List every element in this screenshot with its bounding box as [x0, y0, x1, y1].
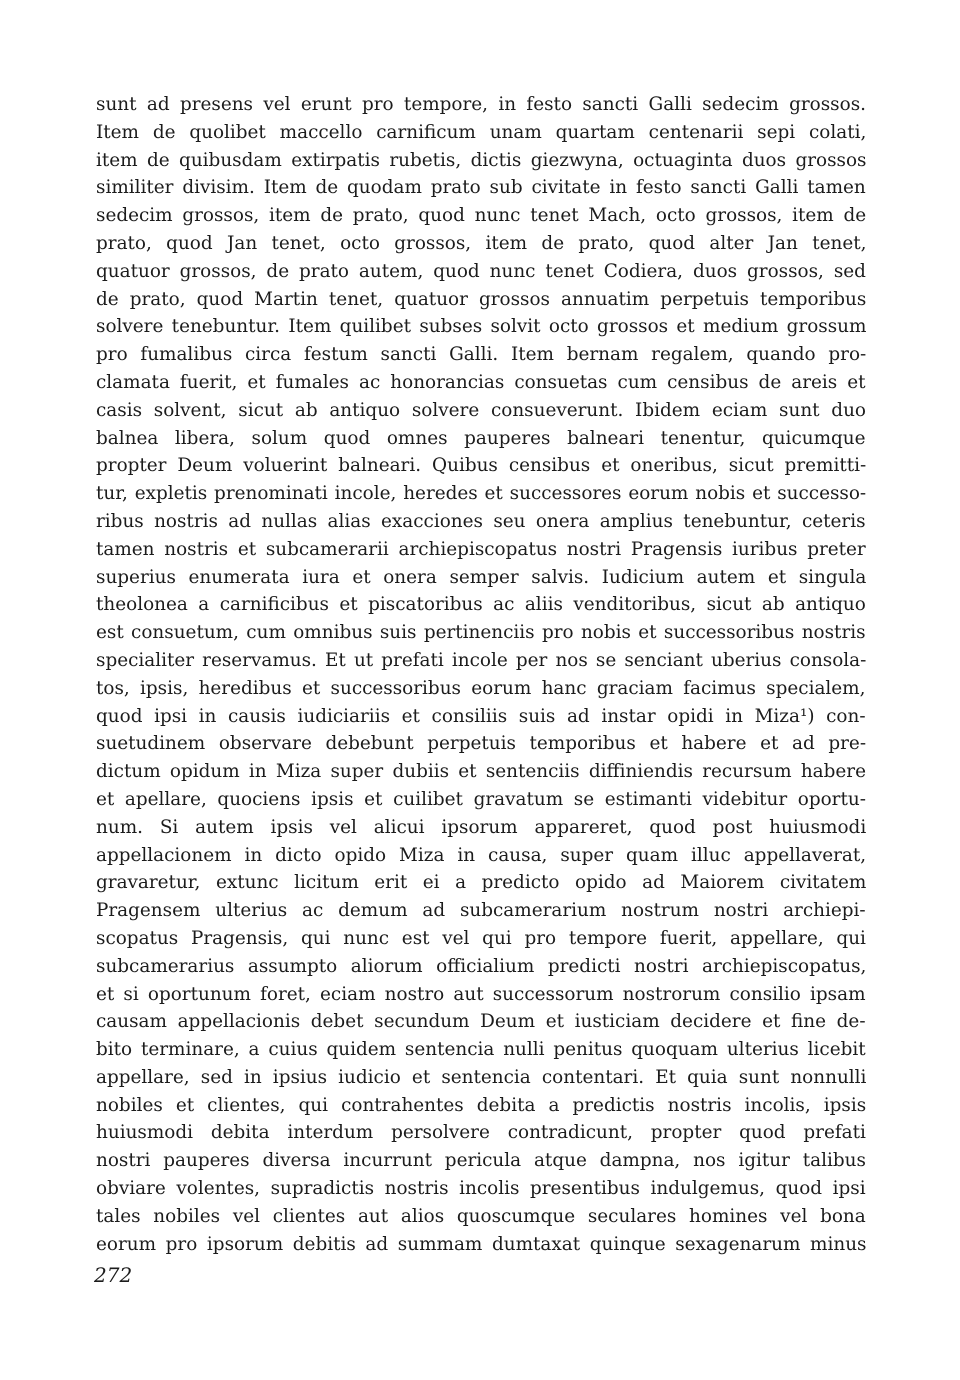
text-line: solvere tenebuntur. Item quilibet subses solvit octo grossos et medium grossum: [96, 316, 866, 338]
text-line: prato, quod Jan tenet, octo grossos, item de prato, quod alter Jan tenet,: [96, 232, 866, 254]
text-line: nobiles et clientes, qui contrahentes debita a predictis nostris incolis, ipsis: [96, 1094, 866, 1116]
text-line: ribus nostris ad nullas alias exacciones seu onera amplius tenebuntur, ceteris: [96, 510, 866, 532]
text-line: clamata fuerit, et fumales ac honorancias consuetas cum censibus de areis et: [96, 371, 866, 393]
text-line: de prato, quod Martin tenet, quatuor grossos annuatim perpetuis temporibus: [96, 288, 866, 310]
text-line: Item de quolibet maccello carnificum unam quartam centenarii sepi colati,: [96, 121, 866, 143]
text-line: gravaretur, extunc licitum erit ei a predicto opido ad Maiorem civitatem: [96, 872, 866, 894]
text-line: item de quibusdam extirpatis rubetis, dictis giezwyna, octuaginta duos grossos: [96, 149, 866, 171]
text-line: obviare volentes, supradictis nostris incolis presentibus indulgemus, quod ipsi: [96, 1178, 866, 1200]
text-line: tamen nostris et subcamerarii archiepiscopatus nostri Pragensis iuribus preter: [96, 538, 866, 560]
text-line: subcamerarius assumpto aliorum officialium predicti nostri archiepiscopatus,: [96, 955, 866, 977]
text-line: quod ipsi in causis iudiciariis et consiliis suis ad instar opidi in Miza¹) con-: [96, 705, 866, 727]
text-line: et apellare, quociens ipsis et cuilibet gravatum se estimanti videbitur oportu-: [96, 788, 866, 810]
text-line: tales nobiles vel clientes aut alios quoscumque seculares homines vel bona: [96, 1205, 866, 1227]
text-line: suetudinem observare debebunt perpetuis temporibus et habere et ad pre-: [96, 733, 866, 755]
text-line: nostri pauperes diversa incurrunt pericula atque dampna, nos igitur talibus: [96, 1150, 866, 1172]
text-line: causam appellacionis debet secundum Deum et iusticiam decidere et fine de-: [96, 1011, 866, 1033]
text-line: theolonea a carnificibus et piscatoribus ac aliis venditoribus, sicut ab antiquo: [96, 594, 866, 616]
text-line: similiter divisim. Item de quodam prato sub civitate in festo sancti Galli tamen: [96, 177, 866, 199]
text-line: pro fumalibus circa festum sancti Galli. Item bernam regalem, quando pro-: [96, 344, 866, 366]
text-line: est consuetum, cum omnibus suis pertinenciis pro nobis et successoribus nostris: [96, 622, 866, 644]
text-line: scopatus Pragensis, qui nunc est vel qui pro tempore fuerit, appellare, qui: [96, 927, 866, 949]
page-number: 272: [94, 1263, 133, 1287]
text-line: tur, expletis prenominati incole, heredes et successores eorum nobis et successo-: [96, 483, 866, 505]
text-line: quatuor grossos, de prato autem, quod nunc tenet Codiera, duos grossos, sed: [96, 260, 866, 282]
text-line: specialiter reservamus. Et ut prefati incole per nos se senciant uberius consola-: [96, 649, 866, 671]
text-line: appellare, sed in ipsius iudicio et sentencia contentari. Et quia sunt nonnulli: [96, 1066, 866, 1088]
text-line: casis solvent, sicut ab antiquo solvere consueverunt. Ibidem eciam sunt duo: [96, 399, 866, 421]
text-line: sunt ad presens vel erunt pro tempore, in festo sancti Galli sedecim grossos.: [96, 94, 866, 115]
text-line: tos, ipsis, heredibus et successoribus eorum hanc graciam facimus specialem,: [96, 677, 866, 699]
text-line: et si oportunum foret, eciam nostro aut successorum nostrorum consilio ipsam: [96, 983, 866, 1005]
text-line: sedecim grossos, item de prato, quod nunc tenet Mach, octo grossos, item de: [96, 205, 866, 227]
text-line: superius enumerata iura et onera semper salvis. Iudicium autem et singula: [96, 566, 866, 588]
text-line: dictum opidum in Miza super dubiis et sentenciis diffiniendis recursum habere: [96, 761, 866, 783]
text-line: Pragensem ulterius ac demum ad subcamerarium nostrum nostri archiepi-: [96, 900, 866, 922]
body-text: [96, 91, 866, 1258]
text-line: propter Deum voluerint balneari. Quibus censibus et oneribus, sicut premitti-: [96, 455, 866, 477]
text-line: bito terminare, a cuius quidem sentencia nulli penitus quoquam ulterius licebit: [96, 1039, 866, 1061]
text-line: eorum pro ipsorum debitis ad summam dumtaxat quinque sexagenarum minus: [96, 1233, 866, 1255]
text-line: balnea libera, solum quod omnes pauperes balneari tenentur, quicumque: [96, 427, 866, 449]
text-line: huiusmodi debita interdum persolvere contradicunt, propter quod prefati: [96, 1122, 866, 1144]
text-line: num. Si autem ipsis vel alicui ipsorum appareret, quod post huiusmodi: [96, 816, 866, 838]
text-line: appellacionem in dicto opido Miza in causa, super quam illuc appellaverat,: [96, 844, 866, 866]
